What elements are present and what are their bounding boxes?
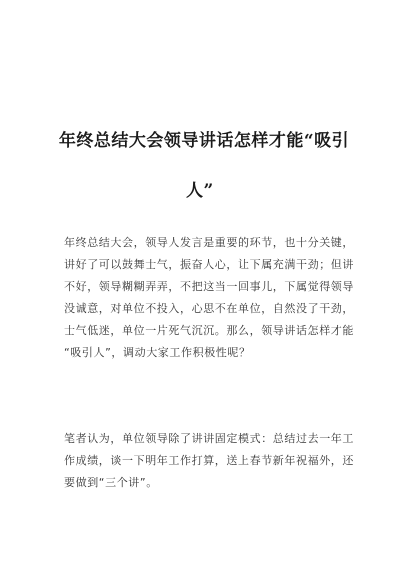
paragraph-line: 笔者认为，单位领导除了讲讲固定模式：总结过去一年工 bbox=[64, 432, 354, 445]
paragraph-line: 要做到“三个讲”。 bbox=[64, 476, 158, 489]
intro-paragraph bbox=[64, 232, 354, 364]
opinion-paragraph bbox=[64, 428, 354, 494]
paragraph-line: 士气低迷，单位一片死气沉沉。那么，领导讲话怎样才能 bbox=[64, 324, 354, 337]
paragraph-line: 讲好了可以鼓舞士气，振奋人心，让下属充满干劲；但讲 bbox=[64, 258, 354, 271]
document-title-line-2: 人” bbox=[186, 181, 214, 201]
document-title-line-1: 年终总结大会领导讲话怎样才能“吸引 bbox=[58, 131, 350, 151]
paragraph-line: 作成绩，谈一下明年工作打算，送上春节新年祝福外，还 bbox=[64, 454, 354, 467]
paragraph-line: 没诚意，对单位不投入，心思不在单位，自然没了干劲， bbox=[64, 302, 354, 315]
paragraph-line: 年终总结大会，领导人发言是重要的环节，也十分关键， bbox=[64, 236, 354, 249]
paragraph-line: 不好，领导糊糊弄弄，不把这当一回事儿，下属觉得领导 bbox=[64, 280, 354, 293]
paragraph-line: “吸引人”，调动大家工作积极性呢？ bbox=[64, 346, 251, 359]
